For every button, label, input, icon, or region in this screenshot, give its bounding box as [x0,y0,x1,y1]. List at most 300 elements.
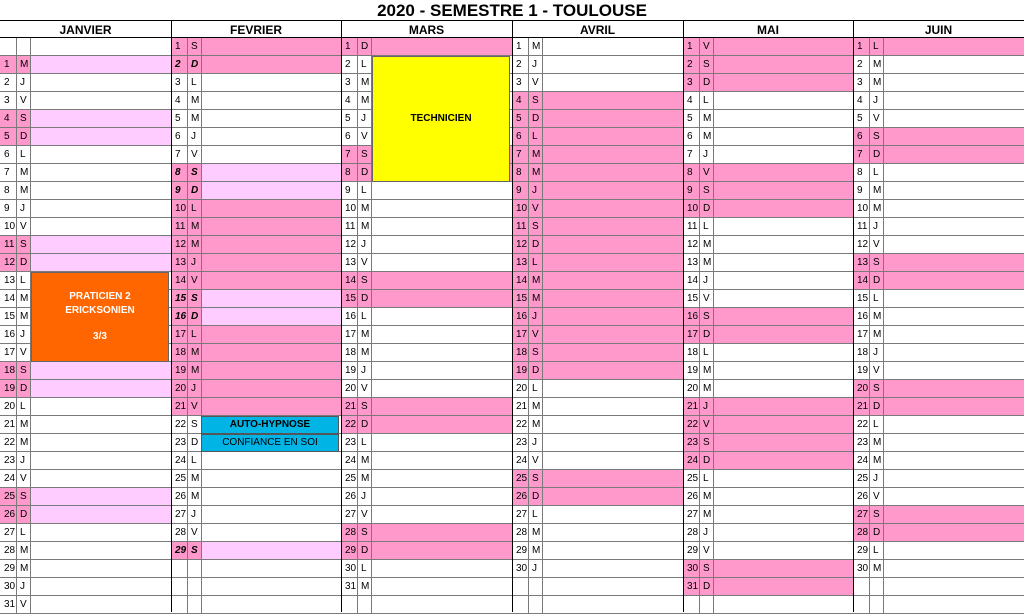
day-note-cell[interactable] [201,506,341,524]
day-note-cell[interactable] [542,56,683,74]
day-number: 5 [683,110,699,128]
day-note-cell[interactable] [713,542,853,560]
day-note-cell[interactable] [30,236,171,254]
day-note-cell[interactable] [542,128,683,146]
day-number: 14 [683,272,699,290]
day-note-cell[interactable] [713,200,853,218]
day-letter: L [869,416,883,434]
day-note-cell[interactable] [713,488,853,506]
day-note-cell[interactable] [201,542,341,560]
day-note-cell[interactable] [201,362,341,380]
day-letter: D [528,362,542,380]
day-note-cell[interactable] [883,56,1024,74]
day-letter: M [357,344,371,362]
day-note-cell[interactable] [30,506,171,524]
day-note-cell[interactable] [371,398,512,416]
day-note-cell[interactable] [883,380,1024,398]
day-note-cell[interactable] [883,308,1024,326]
day-number: 25 [0,488,16,506]
day-note-cell[interactable] [883,416,1024,434]
day-letter: L [699,92,713,110]
day-note-cell[interactable] [542,488,683,506]
day-note-cell[interactable] [713,398,853,416]
day-note-cell[interactable] [713,596,853,614]
day-note-cell[interactable] [883,488,1024,506]
day-letter: M [187,92,201,110]
day-note-cell[interactable] [883,38,1024,56]
day-number: 11 [171,218,187,236]
month-header-juin: JUIN [853,20,1024,38]
day-note-cell[interactable] [201,200,341,218]
day-letter: M [357,92,371,110]
day-letter: J [16,326,30,344]
month-separator [171,20,172,612]
day-note-cell[interactable] [371,434,512,452]
day-number: 3 [171,74,187,92]
day-note-cell[interactable] [713,272,853,290]
day-letter: V [357,506,371,524]
day-note-cell[interactable] [883,434,1024,452]
day-note-cell[interactable] [30,524,171,542]
day-number: 24 [171,452,187,470]
day-note-cell[interactable] [542,146,683,164]
day-note-cell[interactable] [30,380,171,398]
day-note-cell[interactable] [883,506,1024,524]
day-note-cell[interactable] [371,308,512,326]
day-note-cell[interactable] [30,596,171,614]
day-number: 9 [683,182,699,200]
day-note-cell[interactable] [883,128,1024,146]
day-letter: M [699,254,713,272]
day-letter: L [528,380,542,398]
day-note-cell[interactable] [713,254,853,272]
day-note-cell[interactable] [542,236,683,254]
day-letter: M [699,110,713,128]
day-note-cell[interactable] [30,398,171,416]
day-letter: M [869,200,883,218]
day-note-cell[interactable] [371,470,512,488]
day-letter: D [187,182,201,200]
day-number [853,578,869,596]
day-letter [528,596,542,614]
day-number: 21 [0,416,16,434]
day-note-cell[interactable] [542,506,683,524]
day-letter: M [357,74,371,92]
day-number: 31 [683,578,699,596]
day-letter: S [16,488,30,506]
day-letter: S [699,182,713,200]
day-letter: M [357,452,371,470]
day-number [171,578,187,596]
day-note-cell[interactable] [883,398,1024,416]
day-number: 22 [512,416,528,434]
day-note-cell[interactable] [542,542,683,560]
day-note-cell[interactable] [542,182,683,200]
day-letter: M [869,326,883,344]
day-note-cell[interactable] [542,38,683,56]
day-note-cell[interactable] [201,218,341,236]
day-note-cell[interactable] [713,218,853,236]
day-note-cell[interactable] [201,38,341,56]
day-note-cell[interactable] [713,92,853,110]
day-note-cell[interactable] [542,254,683,272]
day-note-cell[interactable] [30,38,171,56]
day-note-cell[interactable] [883,290,1024,308]
day-note-cell[interactable] [883,452,1024,470]
day-letter: M [357,218,371,236]
day-number: 1 [683,38,699,56]
day-number: 8 [512,164,528,182]
day-note-cell[interactable] [542,326,683,344]
day-note-cell[interactable] [883,344,1024,362]
event-confiance-en-soi[interactable] [201,434,339,452]
day-note-cell[interactable] [371,200,512,218]
day-note-cell[interactable] [201,74,341,92]
day-note-cell[interactable] [713,110,853,128]
day-letter: L [699,470,713,488]
day-note-cell[interactable] [30,200,171,218]
day-note-cell[interactable] [883,146,1024,164]
day-number: 21 [683,398,699,416]
day-number: 19 [853,362,869,380]
day-note-cell[interactable] [371,560,512,578]
day-number: 7 [0,164,16,182]
event-auto-hypnose-label: AUTO-HYPNOSE [229,419,311,430]
day-number: 20 [341,380,357,398]
day-number: 21 [512,398,528,416]
day-letter: L [699,344,713,362]
day-number: 18 [683,344,699,362]
day-number: 8 [0,182,16,200]
day-note-cell[interactable] [30,542,171,560]
day-letter: V [357,128,371,146]
day-number: 6 [853,128,869,146]
day-note-cell[interactable] [883,272,1024,290]
day-note-cell[interactable] [883,470,1024,488]
day-number: 8 [341,164,357,182]
day-letter: S [187,542,201,560]
day-note-cell[interactable] [30,146,171,164]
day-note-cell[interactable] [713,236,853,254]
day-note-cell[interactable] [542,452,683,470]
day-note-cell[interactable] [201,578,341,596]
day-number: 15 [683,290,699,308]
day-note-cell[interactable] [883,326,1024,344]
day-note-cell[interactable] [201,92,341,110]
day-letter: D [528,110,542,128]
day-note-cell[interactable] [201,254,341,272]
day-note-cell[interactable] [30,560,171,578]
day-note-cell[interactable] [371,416,512,434]
day-letter: S [357,524,371,542]
day-note-cell[interactable] [542,74,683,92]
day-letter: V [699,38,713,56]
day-note-cell[interactable] [713,146,853,164]
day-note-cell[interactable] [30,488,171,506]
day-note-cell[interactable] [201,398,341,416]
day-letter: J [187,506,201,524]
day-note-cell[interactable] [201,344,341,362]
day-number [512,578,528,596]
day-letter: J [699,146,713,164]
event-praticien-ericksonien[interactable] [31,272,169,362]
day-note-cell[interactable] [371,326,512,344]
day-note-cell[interactable] [713,380,853,398]
day-note-cell[interactable] [542,434,683,452]
day-number: 16 [0,326,16,344]
day-note-cell[interactable] [201,128,341,146]
day-note-cell[interactable] [201,560,341,578]
day-note-cell[interactable] [371,218,512,236]
day-letter [187,596,201,614]
day-number [0,38,16,56]
day-note-cell[interactable] [883,218,1024,236]
day-number: 5 [0,128,16,146]
day-letter: L [16,272,30,290]
event-confiance-label: CONFIANCE EN SOI [222,437,318,448]
month-separator [853,20,854,612]
day-note-cell[interactable] [883,542,1024,560]
day-note-cell[interactable] [201,272,341,290]
day-note-cell[interactable] [542,380,683,398]
day-number: 25 [341,470,357,488]
day-note-cell[interactable] [713,362,853,380]
day-note-cell[interactable] [371,272,512,290]
day-note-cell[interactable] [30,164,171,182]
day-letter: D [357,290,371,308]
day-note-cell[interactable] [371,488,512,506]
day-note-cell[interactable] [371,236,512,254]
day-note-cell[interactable] [201,470,341,488]
day-letter: S [187,290,201,308]
day-note-cell[interactable] [30,128,171,146]
day-note-cell[interactable] [30,56,171,74]
day-note-cell[interactable] [542,290,683,308]
day-letter: V [16,92,30,110]
day-note-cell[interactable] [713,560,853,578]
day-number: 3 [512,74,528,92]
day-note-cell[interactable] [542,416,683,434]
day-number: 30 [341,560,357,578]
day-number [171,596,187,614]
day-note-cell[interactable] [371,506,512,524]
day-note-cell[interactable] [201,596,341,614]
day-note-cell[interactable] [542,578,683,596]
day-note-cell[interactable] [30,470,171,488]
day-note-cell[interactable] [713,308,853,326]
day-note-cell[interactable] [201,110,341,128]
day-note-cell[interactable] [542,560,683,578]
day-number: 22 [683,416,699,434]
day-note-cell[interactable] [883,92,1024,110]
day-number: 4 [683,92,699,110]
event-auto-hypnose[interactable] [201,416,339,434]
day-number: 27 [512,506,528,524]
day-note-cell[interactable] [371,596,512,614]
day-note-cell[interactable] [542,344,683,362]
day-note-cell[interactable] [201,380,341,398]
day-note-cell[interactable] [542,596,683,614]
day-note-cell[interactable] [371,578,512,596]
day-note-cell[interactable] [713,326,853,344]
day-letter: S [699,434,713,452]
day-note-cell[interactable] [371,542,512,560]
day-number: 7 [341,146,357,164]
day-number: 2 [853,56,869,74]
month-header-janvier: JANVIER [0,20,171,38]
day-note-cell[interactable] [542,92,683,110]
day-note-cell[interactable] [713,128,853,146]
day-note-cell[interactable] [713,434,853,452]
day-note-cell[interactable] [713,182,853,200]
day-letter: S [528,92,542,110]
day-letter: V [869,110,883,128]
day-note-cell[interactable] [883,578,1024,596]
day-number: 29 [512,542,528,560]
day-note-cell[interactable] [30,452,171,470]
day-note-cell[interactable] [713,524,853,542]
day-letter: L [357,434,371,452]
day-note-cell[interactable] [371,344,512,362]
day-letter: V [357,254,371,272]
day-note-cell[interactable] [883,596,1024,614]
day-note-cell[interactable] [201,236,341,254]
day-note-cell[interactable] [883,182,1024,200]
day-note-cell[interactable] [713,578,853,596]
month-header-avril: AVRIL [512,20,683,38]
day-letter: J [357,110,371,128]
day-number: 20 [171,380,187,398]
day-number: 23 [341,434,357,452]
day-note-cell[interactable] [713,74,853,92]
day-letter: M [528,290,542,308]
day-note-cell[interactable] [883,362,1024,380]
day-note-cell[interactable] [542,524,683,542]
day-number: 11 [512,218,528,236]
day-note-cell[interactable] [201,182,341,200]
day-number [171,560,187,578]
day-note-cell[interactable] [883,254,1024,272]
day-letter: M [869,308,883,326]
day-note-cell[interactable] [201,488,341,506]
day-note-cell[interactable] [713,38,853,56]
day-note-cell[interactable] [713,56,853,74]
day-note-cell[interactable] [542,398,683,416]
day-note-cell[interactable] [713,416,853,434]
day-letter: D [357,164,371,182]
day-note-cell[interactable] [30,254,171,272]
day-note-cell[interactable] [201,56,341,74]
day-note-cell[interactable] [30,578,171,596]
day-note-cell[interactable] [201,164,341,182]
day-number: 14 [0,290,16,308]
day-note-cell[interactable] [30,92,171,110]
day-letter: S [16,362,30,380]
day-note-cell[interactable] [201,452,341,470]
day-note-cell[interactable] [542,272,683,290]
day-note-cell[interactable] [713,470,853,488]
day-note-cell[interactable] [201,326,341,344]
day-note-cell[interactable] [883,560,1024,578]
day-note-cell[interactable] [30,416,171,434]
day-note-cell[interactable] [371,452,512,470]
day-note-cell[interactable] [371,524,512,542]
day-number: 16 [683,308,699,326]
day-note-cell[interactable] [883,110,1024,128]
day-letter: L [187,326,201,344]
day-note-cell[interactable] [201,146,341,164]
day-note-cell[interactable] [371,362,512,380]
day-number [683,596,699,614]
day-note-cell[interactable] [201,524,341,542]
day-note-cell[interactable] [542,110,683,128]
day-note-cell[interactable] [30,74,171,92]
day-letter: M [869,434,883,452]
day-note-cell[interactable] [883,200,1024,218]
day-note-cell[interactable] [542,164,683,182]
day-note-cell[interactable] [542,218,683,236]
day-note-cell[interactable] [713,344,853,362]
day-number: 5 [512,110,528,128]
day-number: 11 [341,218,357,236]
month-separator [512,20,513,612]
day-note-cell[interactable] [542,200,683,218]
day-note-cell[interactable] [30,362,171,380]
day-note-cell[interactable] [30,182,171,200]
day-note-cell[interactable] [883,74,1024,92]
day-note-cell[interactable] [883,524,1024,542]
day-note-cell[interactable] [883,236,1024,254]
day-note-cell[interactable] [713,452,853,470]
day-number: 1 [171,38,187,56]
day-letter: V [699,542,713,560]
day-note-cell[interactable] [30,110,171,128]
day-note-cell[interactable] [713,506,853,524]
day-number: 20 [512,380,528,398]
day-note-cell[interactable] [371,290,512,308]
day-note-cell[interactable] [371,182,512,200]
day-note-cell[interactable] [542,308,683,326]
day-note-cell[interactable] [201,308,341,326]
event-technicien[interactable] [372,56,510,182]
day-note-cell[interactable] [542,362,683,380]
day-number: 27 [0,524,16,542]
day-letter: V [187,398,201,416]
day-note-cell[interactable] [713,290,853,308]
day-note-cell[interactable] [30,434,171,452]
day-letter: L [187,452,201,470]
day-number: 24 [512,452,528,470]
day-note-cell[interactable] [713,164,853,182]
day-letter: M [357,470,371,488]
day-note-cell[interactable] [371,254,512,272]
day-number: 10 [171,200,187,218]
day-note-cell[interactable] [201,290,341,308]
day-number: 14 [341,272,357,290]
day-note-cell[interactable] [371,380,512,398]
day-letter: S [528,470,542,488]
day-number: 24 [853,452,869,470]
day-note-cell[interactable] [371,38,512,56]
day-number: 18 [853,344,869,362]
day-number: 13 [683,254,699,272]
day-letter: S [187,164,201,182]
day-letter: M [528,398,542,416]
day-note-cell[interactable] [883,164,1024,182]
day-letter: M [528,524,542,542]
day-note-cell[interactable] [30,218,171,236]
day-note-cell[interactable] [542,470,683,488]
